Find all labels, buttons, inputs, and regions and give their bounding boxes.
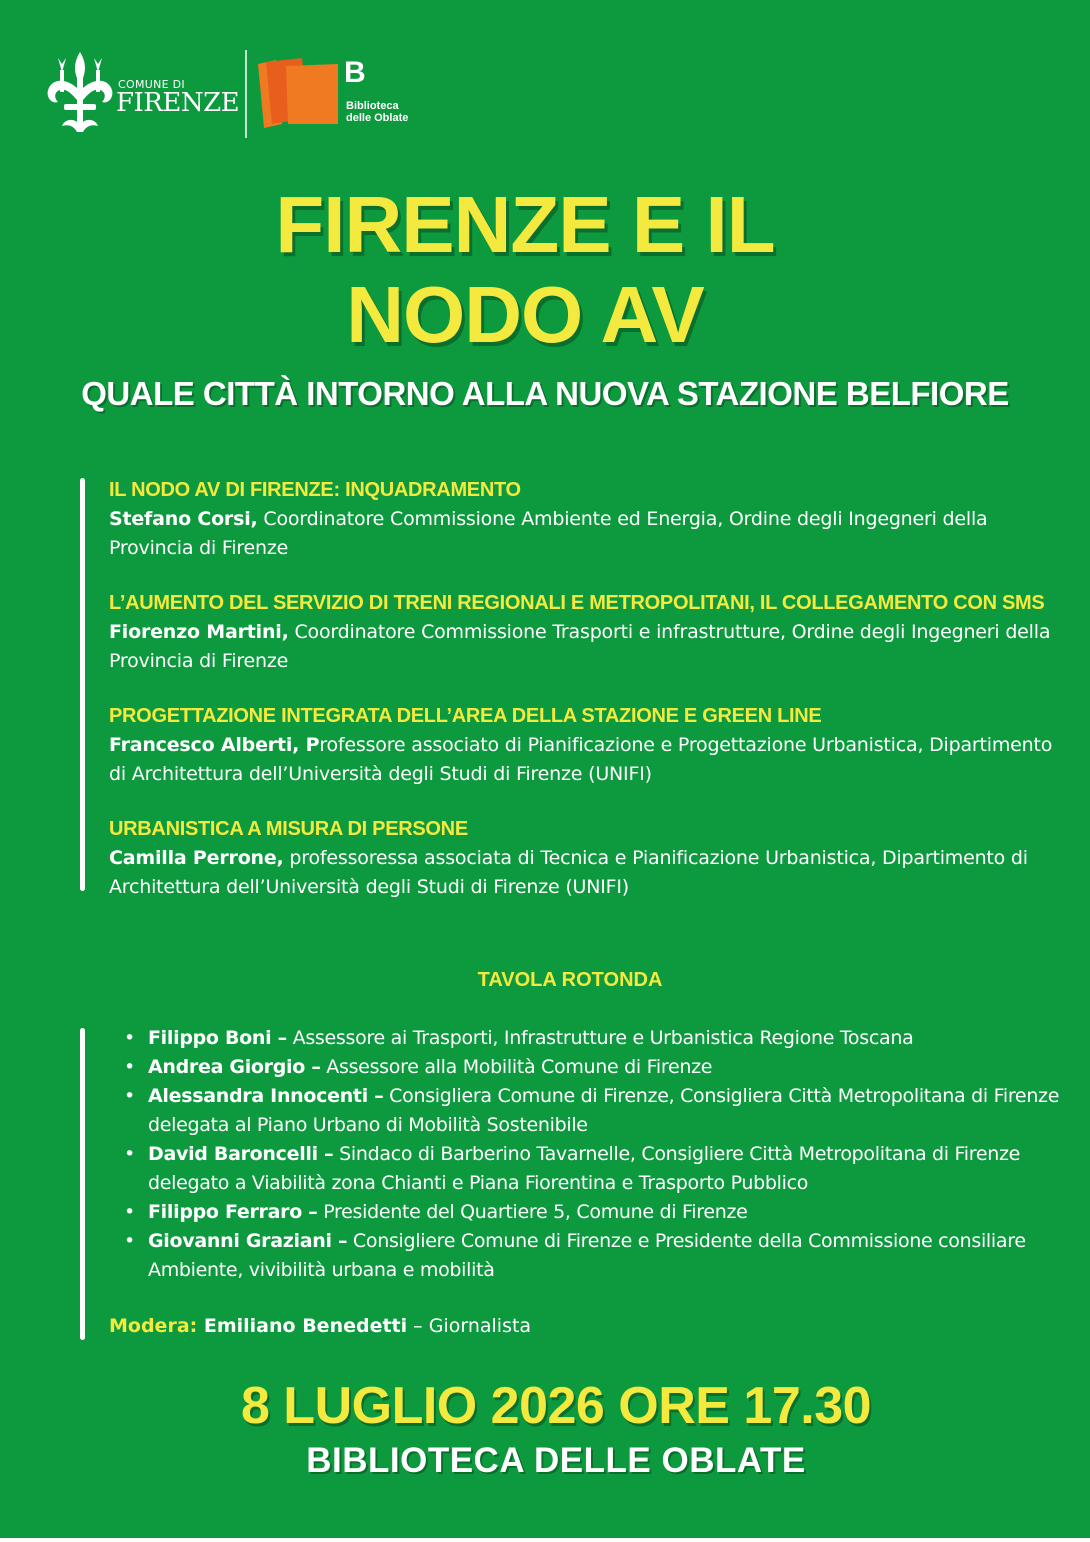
panel-item: [122, 1198, 1062, 1227]
panel-item: [122, 1227, 1062, 1285]
giglio-lily-icon: [44, 48, 116, 138]
comune-firenze-logo: [44, 48, 244, 140]
comune-small-text: COMUNE DI: [118, 78, 185, 91]
speaker-role: Coordinatore Commissione Trasporti e infrastrutture, Ordine degli Ingegneri della Provincia di Firenze: [109, 621, 1051, 672]
sessions-list: [109, 476, 1059, 928]
session-body: [109, 844, 1059, 902]
bullet-icon: •: [124, 1056, 135, 1078]
oblate-letter: B: [344, 56, 366, 89]
session-body: [109, 618, 1059, 676]
session-item: [109, 815, 1059, 902]
session-title: PROGETTAZIONE INTEGRATA DELL’AREA DELLA STAZIONE E GREEN LINE: [109, 705, 822, 727]
panelist-name: Filippo Boni –: [148, 1027, 287, 1049]
session-title: URBANISTICA A MISURA DI PERSONE: [109, 818, 468, 840]
comune-big-text: FIRENZE: [116, 88, 240, 118]
speaker-name: Francesco Alberti, P: [109, 734, 320, 756]
moderator-line: [109, 1312, 531, 1341]
session-title: IL NODO AV DI FIRENZE: INQUADRAMENTO: [109, 479, 521, 501]
speaker-role: rofessore associato di Pianificazione e Progettazione Urbanistica, Dipartimento di Architettura dell’Università degli Studi di Firenze (UNIFI): [109, 734, 1053, 785]
event-venue: BIBLIOTECA DELLE OBLATE: [306, 1441, 806, 1480]
panelist-name: Andrea Giorgio –: [148, 1056, 321, 1078]
logo-divider: [245, 50, 247, 138]
session-body: [109, 731, 1059, 789]
main-title-line-2: NODO AV: [346, 270, 704, 359]
panelist-role: Consigliere Comune di Firenze e Presidente della Commissione consiliare Ambiente, vivibilità urbana e mobilità: [148, 1230, 1026, 1281]
bullet-icon: •: [124, 1143, 135, 1165]
session-item: [109, 476, 1059, 563]
speaker-name: Stefano Corsi,: [109, 508, 258, 530]
session-item: [109, 702, 1059, 789]
session-item: [109, 589, 1059, 676]
panelist-name: Filippo Ferraro –: [148, 1201, 318, 1223]
speaker-name: Camilla Perrone,: [109, 847, 284, 869]
speaker-role: professoressa associata di Tecnica e Pianificazione Urbanistica, Dipartimento di Architettura dell’Università degli Studi di Firenze (UNIFI): [109, 847, 1028, 898]
session-title: L’AUMENTO DEL SERVIZIO DI TRENI REGIONALI E METROPOLITANI, IL COLLEGAMENTO CON SMS: [109, 592, 1045, 614]
event-date: 8 LUGLIO 2026 ORE 17.30: [240, 1377, 872, 1435]
oblate-logo: [258, 56, 408, 136]
panelist-role: Sindaco di Barberino Tavarnelle, Consigliere Città Metropolitana di Firenze delegato a Viabilità zona Chianti e Piana Fiorentina e Trasporto Pubblico: [148, 1143, 1021, 1194]
panelist-name: Alessandra Innocenti –: [148, 1085, 384, 1107]
panelist-name: Giovanni Graziani –: [148, 1230, 348, 1252]
subtitle: QUALE CITTÀ INTORNO ALLA NUOVA STAZIONE BELFIORE: [81, 375, 1009, 412]
tavola-rotonda-title: TAVOLA ROTONDA: [477, 969, 663, 991]
panel-item: [122, 1053, 1062, 1082]
bullet-icon: •: [124, 1085, 135, 1107]
sessions-bar: [80, 478, 85, 891]
bullet-icon: •: [124, 1201, 135, 1223]
panelist-role: Consigliera Comune di Firenze, Consigliera Città Metropolitana di Firenze delegata al Piano Urbano di Mobilità Sostenibile: [148, 1085, 1060, 1136]
panelist-role: Assessore ai Trasporti, Infrastrutture e Urbanistica Regione Toscana: [286, 1027, 914, 1049]
panel-bar: [80, 1028, 85, 1340]
bullet-icon: •: [124, 1027, 135, 1049]
panel-item: [122, 1024, 1062, 1053]
oblate-name: Biblioteca delle Oblate: [346, 100, 409, 124]
panel-list: [122, 1024, 1062, 1285]
moderator-role: – Giornalista: [407, 1315, 532, 1337]
moderator-label: Modera:: [109, 1315, 198, 1337]
speaker-name: Fiorenzo Martini,: [109, 621, 289, 643]
main-title-line-1: FIRENZE E IL: [275, 180, 775, 269]
panelist-name: David Baroncelli –: [148, 1143, 334, 1165]
panel-item: [122, 1082, 1062, 1140]
panelist-role: Presidente del Quartiere 5, Comune di Firenze: [317, 1201, 748, 1223]
bottom-border: [0, 1538, 1090, 1542]
speaker-role: Coordinatore Commissione Ambiente ed Energia, Ordine degli Ingegneri della Provincia di Firenze: [109, 508, 988, 559]
session-body: [109, 505, 1059, 563]
bullet-icon: •: [124, 1230, 135, 1252]
panel-item: [122, 1140, 1062, 1198]
oblate-book-icon: [258, 58, 342, 128]
moderator-name: Emiliano Benedetti: [197, 1315, 408, 1337]
panelist-role: Assessore alla Mobilità Comune di Firenze: [320, 1056, 713, 1078]
